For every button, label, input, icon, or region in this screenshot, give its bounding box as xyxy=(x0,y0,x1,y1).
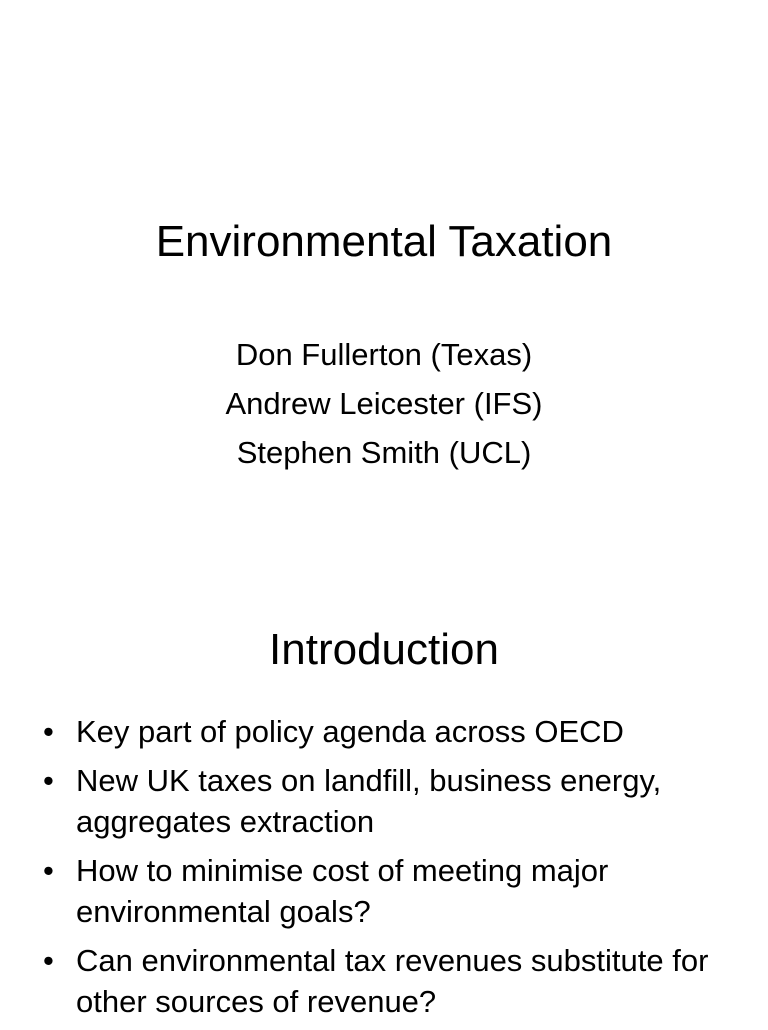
bullet-dot-icon: • xyxy=(43,763,54,798)
author-line: Stephen Smith (UCL) xyxy=(236,435,532,470)
title-slide xyxy=(0,0,768,512)
bullet-item xyxy=(0,711,768,752)
bullet-dot-icon: • xyxy=(43,943,54,978)
author-list xyxy=(0,330,768,477)
bullet-dot-icon: • xyxy=(43,853,54,888)
slide-title: Environmental Taxation xyxy=(155,217,613,266)
author-line: Don Fullerton (Texas) xyxy=(235,337,533,372)
author-line: Andrew Leicester (IFS) xyxy=(225,386,543,421)
bullet-list xyxy=(0,711,768,1030)
slide-title: Introduction xyxy=(269,625,499,674)
bullet-text: How to minimise cost of meeting major environmental goals? xyxy=(76,853,609,929)
bullet-item xyxy=(0,940,768,1022)
bullet-text: Can environmental tax revenues substitute for other sources of revenue? xyxy=(76,943,709,1019)
bullet-dot-icon: • xyxy=(43,714,54,749)
bullet-text: New UK taxes on landfill, business energy, aggregates extraction xyxy=(76,763,662,839)
introduction-slide xyxy=(0,512,768,1024)
bullet-item xyxy=(0,850,768,932)
bullet-item xyxy=(0,760,768,842)
bullet-text: Key part of policy agenda across OECD xyxy=(76,714,624,749)
